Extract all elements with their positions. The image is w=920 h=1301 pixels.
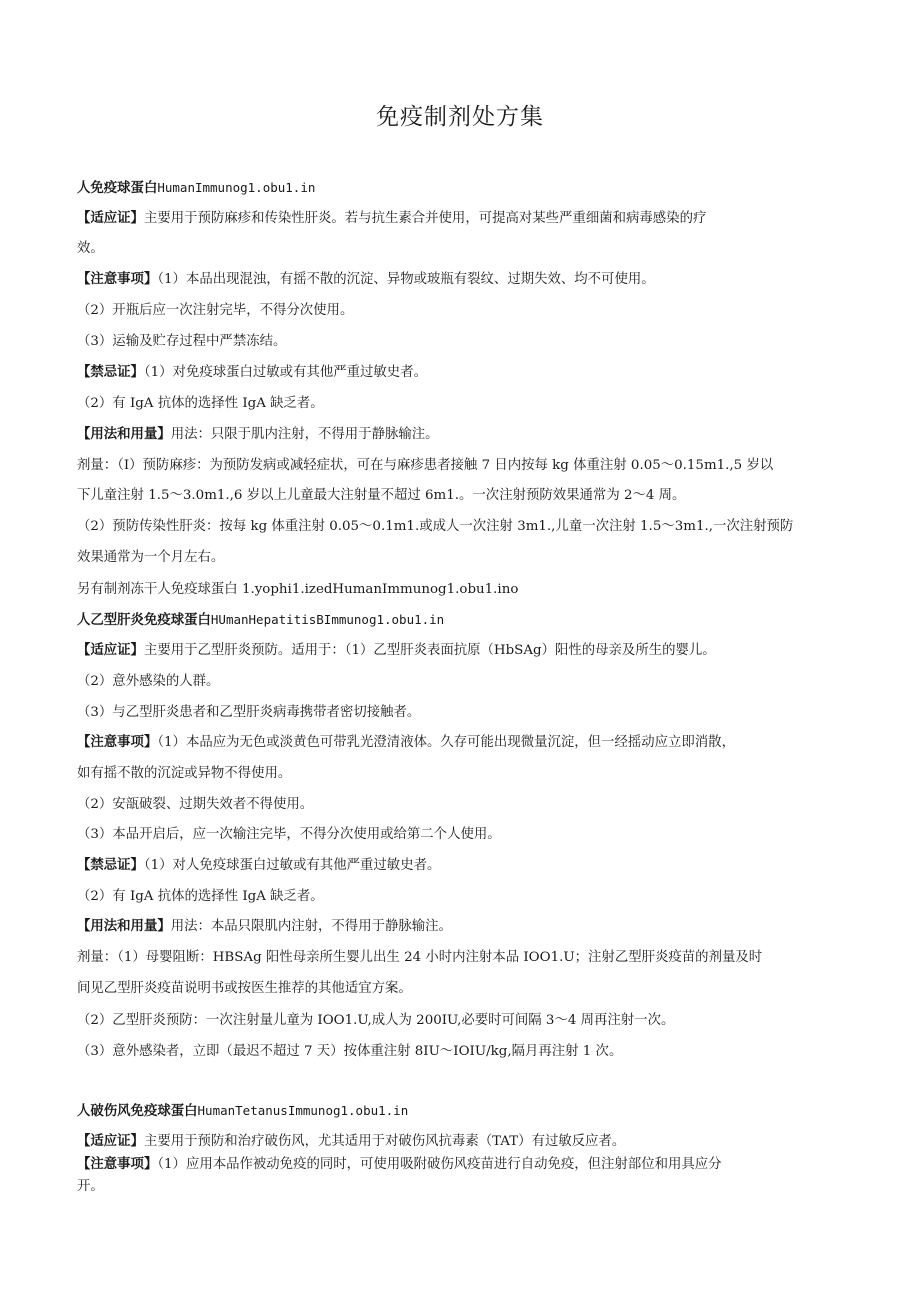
drug-name-cn: 人乙型肝炎免疫球蛋白 xyxy=(77,613,211,628)
contraindication-text: （1）对免疫球蛋白过敏或有其他严重过敏史者。 xyxy=(143,365,427,380)
usage-label: 【用法和用量】 xyxy=(77,427,171,442)
indication-text: （3）与乙型肝炎患者和乙型肝炎病毒携带者密切接触者。 xyxy=(77,705,421,720)
precaution-label: 【注意事项】 xyxy=(77,272,158,287)
usage-text: 用法：只限于肌内注射，不得用于静脉输注。 xyxy=(170,427,439,442)
usage-text: 用法：本品只限肌内注射，不得用于静脉输注。 xyxy=(170,919,452,934)
indication-label: 【适应证】 xyxy=(77,1134,144,1149)
usage-label: 【用法和用量】 xyxy=(77,919,171,934)
precaution-text: （1）本品应为无色或淡黄色可带乳光澄清液体。久存可能出现微量沉淀，但一经摇动应立即消散， xyxy=(157,735,735,750)
section-heading xyxy=(77,179,847,198)
precaution-text: （1）本品出现混浊，有摇不散的沉淀、异物或玻瓶有裂纹、过期失效、均不可使用。 xyxy=(157,272,655,287)
dosage-text: （2）预防传染性肝炎：按每 kg 体重注射 0.05～0.1m1.或成人一次注射 3m1.,儿童一次注射 1.5～3m1.,一次注射预防 xyxy=(77,519,794,534)
indication-text: 效。 xyxy=(77,241,104,256)
contraindication-text: （1）对人免疫球蛋白过敏或有其他严重过敏史者。 xyxy=(143,858,441,873)
indication-text: （2）意外感染的人群。 xyxy=(77,674,220,689)
precaution-line xyxy=(77,1156,847,1174)
indication-text: 主要用于预防和治疗破伤风，尤其适用于对破伤风抗毒素（TAT）有过敏反应者。 xyxy=(143,1134,626,1149)
indication-line xyxy=(77,642,847,660)
precaution-text: 如有摇不散的沉淀或异物不得使用。 xyxy=(77,766,292,781)
dosage-text: 间见乙型肝炎疫苗说明书或按医生推荐的其他适宜方案。 xyxy=(77,981,412,996)
dosage-text: 剂量：（I）预防麻疹：为预防发病或减轻症状，可在与麻疹患者接触 7 日内按每 kg 体重注射 0.05～0.15m1.,5 岁以 xyxy=(77,458,774,473)
drug-name-en: HUmanHepatitisBImmunog1.obu1.in xyxy=(210,612,445,627)
dosage-text: 效果通常为一个月左右。 xyxy=(77,550,225,565)
precaution-text: （2）安瓿破裂、过期失效者不得使用。 xyxy=(77,797,314,812)
indication-label: 【适应证】 xyxy=(77,211,144,226)
precaution-label: 【注意事项】 xyxy=(77,735,158,750)
drug-name-en: HumanTetanusImmunog1.obu1.in xyxy=(197,1103,409,1118)
preparation-note: 另有制剂冻干人免疫球蛋白 1.yophi1.izedHumanImmunog1.obu1.ino xyxy=(77,582,519,597)
indication-line xyxy=(77,210,847,228)
contraindication-text: （2）有 IgA 抗体的选择性 IgA 缺乏者。 xyxy=(77,396,324,411)
drug-name-cn: 人破伤风免疫球蛋白 xyxy=(77,1104,198,1119)
contraindication-label: 【禁忌证】 xyxy=(77,858,144,873)
section-heading xyxy=(77,611,847,630)
precaution-label: 【注意事项】 xyxy=(77,1157,158,1172)
usage-line xyxy=(77,426,847,444)
precaution-text: （2）开瓶后应一次注射完毕，不得分次使用。 xyxy=(77,303,354,318)
precaution-text: （3）本品开启后，应一次输注完毕，不得分次使用或给第二个人使用。 xyxy=(77,827,501,842)
precaution-line xyxy=(77,271,847,289)
section-heading xyxy=(77,1102,847,1121)
precaution-text: （3）运输及贮存过程中严禁冻结。 xyxy=(77,334,287,349)
dosage-text: 下儿童注射 1.5～3.0m1.,6 岁以上儿童最大注射量不超过 6m1.。一次注射预防效果通常为 2～4 周。 xyxy=(77,488,686,503)
contraindication-line xyxy=(77,364,847,382)
dosage-text: （3）意外感染者，立即（最迟不超过 7 天）按体重注射 8IU～IOIU/kg,隔月再注射 1 次。 xyxy=(77,1044,623,1059)
precaution-text: （1）应用本品作被动免疫的同时，可使用吸附破伤风疫苗进行自动免疫，但注射部位和用具应分 xyxy=(157,1157,722,1172)
precaution-line xyxy=(77,734,847,752)
drug-name-en: HumanImmunog1.obu1.in xyxy=(157,180,316,195)
contraindication-label: 【禁忌证】 xyxy=(77,365,144,380)
dosage-text: （2）乙型肝炎预防：一次注射量儿童为 IOO1.U,成人为 200IU,必要时可间隔 3～4 周再注射一次。 xyxy=(77,1013,675,1028)
usage-line xyxy=(77,918,847,936)
contraindication-line xyxy=(77,857,847,875)
precaution-text: 开。 xyxy=(77,1179,104,1194)
page-title: 免疫制剂处方集 xyxy=(376,104,544,130)
indication-text: 主要用于预防麻疹和传染性肝炎。若与抗生素合并使用，可提高对某些严重细菌和病毒感染的疗 xyxy=(143,211,707,226)
drug-name-cn: 人免疫球蛋白 xyxy=(77,181,158,196)
indication-label: 【适应证】 xyxy=(77,643,144,658)
indication-line xyxy=(77,1133,847,1151)
indication-text: 主要用于乙型肝炎预防。适用于：（1）乙型肝炎表面抗原（HbSAg）阳性的母亲及所生的婴儿。 xyxy=(143,643,716,658)
contraindication-text: （2）有 IgA 抗体的选择性 IgA 缺乏者。 xyxy=(77,889,324,904)
dosage-text: 剂量：（1）母婴阻断：HBSAg 阳性母亲所生婴儿出生 24 小时内注射本品 IOO1.U；注射乙型肝炎疫苗的剂量及时 xyxy=(77,950,763,965)
